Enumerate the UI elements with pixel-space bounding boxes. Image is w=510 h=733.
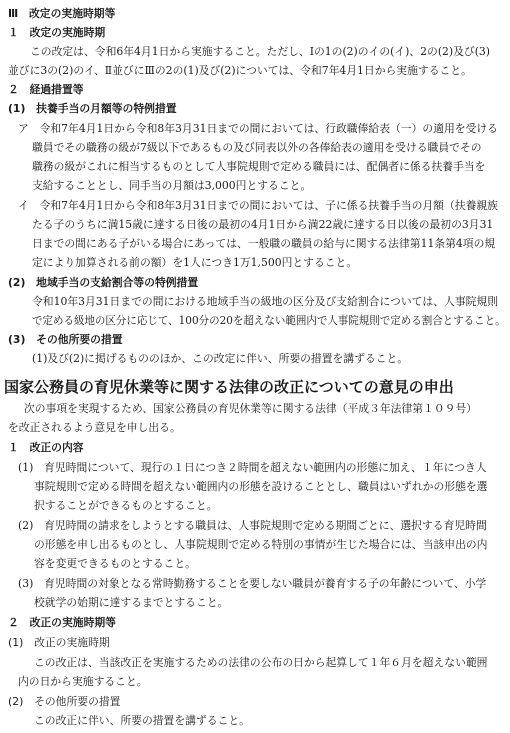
part3-sub1-line-2: 並びに3の(2)のイ、Ⅱ並びにⅢの2の(1)及び(2)については、令和7年4月1日から実施すること。 [8,64,472,77]
p2-line-1: (2) 育児時間の請求をしようとする職員は、人事院規則で定める期間ごとに、選択する育児時間 [18,519,487,532]
item2-line-2: で定める級地の区分に応じて、100分の20を超えない範囲内で人事院規則で定める割合とすること。 [32,314,506,327]
s1-line-1: この改正は、当該改正を実施するための法律の公布の日から起算して１年６月を超えない範囲 [34,656,488,669]
part3-heading: Ⅲ 改定の実施時期等 [8,7,116,20]
part3-sub2-title: ２ 経過措置等 [8,83,84,96]
p1-line-3: 択することができるものとすること。 [34,499,218,512]
item3-title: (3) その他所要の措置 [8,333,123,346]
section2-sub2-title: ２ 改正の実施時期等 [8,616,116,629]
item1-i-line-4: 定により加算される前の額）を1人につき1万1,500円とすること。 [32,256,358,269]
s1-title: (1) 改正の実施時期 [8,636,110,649]
p1-line-2: 事院規則で定める時間を超えない範囲内の形態を設けることとし、職員はいずれかの形態を選 [34,480,488,493]
s2-title: (2) その他所要の措置 [8,695,121,708]
item1-title: (1) 扶養手当の月額等の特例措置 [8,102,177,115]
p3-line-1: (3) 育児時間の対象となる常時勤務することを要しない職員が養育する子の年齢について、小学 [18,577,487,590]
item1-a-line-1: ア 令和7年4月1日から令和8年3月31日までの間においては、行政職俸給表（一）の適用を受ける [18,122,498,135]
p2-line-2: の形態を申し出るものとし、人事院規則で定める特別の事情が生じた場合には、当該申出の内 [34,538,488,551]
item3-line-1: (1)及び(2)に掲げるもののほか、この改定に伴い、所要の措置を講ずること。 [32,352,409,365]
item2-line-1: 令和10年3月31日までの間における地域手当の級地の区分及び支給割合については、人事院規則 [32,295,499,308]
item1-a-line-3: 職務の級がこれに相当するものとして人事院規則で定める職員には、配偶者に係る扶養手当を [32,160,486,173]
item1-a-line-4: 支給することとし、同手当の月額は3,000円とすること。 [32,179,312,192]
section2-sub1-title: １ 改正の内容 [8,441,84,454]
item1-a-line-2: 職員でその職務の級が7級以下であるもの及び同表以外の各俸給表の適用を受ける職員でその [32,141,482,154]
s1-line-2: 内の日から実施すること。 [18,675,148,688]
item1-i-line-3: 日までの間にある子がいる場合にあっては、一般職の職員の給与に関する法律第11条第4項の規 [32,237,496,250]
part3-sub1-line-1: この改定は、令和6年4月1日から実施すること。ただし、Ⅰの1の(2)のイの(イ)、2の(2)及び(3) [30,45,491,58]
section2-intro-line-1: 次の事項を実現するため、国家公務員の育児休業等に関する法律（平成３年法律第１０９号） [24,402,478,415]
item1-i-line-1: イ 令和7年4月1日から令和8年3月31日までの間においては、子に係る扶養手当の月額（扶養親族 [18,199,498,212]
item2-title: (2) 地域手当の支給割合等の特例措置 [8,276,199,289]
item1-i-line-2: たる子のうちに満15歳に達する日後の最初の4月1日から満22歳に達する日以後の最初の3月31 [32,218,494,231]
p3-line-2: 校就学の始期に達するまでとすること。 [34,596,229,609]
p1-line-1: (1) 育児時間について、現行の１日につき２時間を超えない範囲内の形態に加え、１年につき人 [18,461,487,474]
p2-line-3: 容を変更できるものとすること。 [34,557,196,570]
part3-sub1-title: １ 改定の実施時期 [8,26,106,39]
section2-title: 国家公務員の育児休業等に関する法律の改正についての意見の申出 [4,378,454,396]
section2-intro-line-2: を改正されるよう意見を申し出る。 [8,421,181,434]
s2-line-1: この改正に伴い、所要の措置を講ずること。 [34,714,250,727]
